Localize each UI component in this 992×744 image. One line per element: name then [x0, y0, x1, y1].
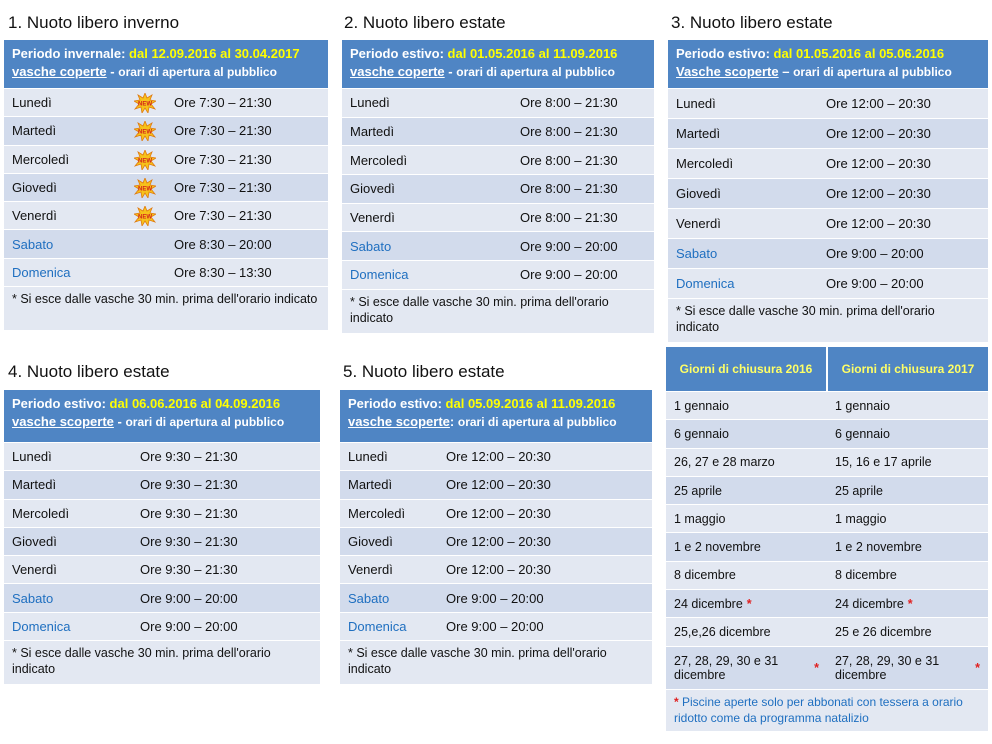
opening-hours: Ore 9:30 – 21:30 — [140, 477, 238, 493]
day-label: Domenica — [350, 267, 409, 283]
pool-type: vasche coperte — [350, 64, 445, 79]
day-label: Martedì — [12, 123, 57, 139]
closure-rows — [666, 391, 988, 689]
closure-2017 — [827, 590, 988, 617]
opening-hours: Ore 9:00 – 20:00 — [520, 267, 618, 283]
hours-table — [4, 88, 328, 286]
day-label: Domenica — [676, 276, 735, 291]
period-dates: dal 06.06.2016 al 04.09.2016 — [109, 396, 281, 411]
closure-date: 6 gennaio — [835, 426, 890, 441]
closure-date: 1 maggio — [835, 511, 887, 526]
closure-2016 — [666, 590, 827, 617]
panel-header — [340, 390, 652, 442]
asterisk-mark: * — [674, 694, 679, 709]
schedule-row — [342, 174, 654, 203]
new-starburst-icon — [134, 178, 156, 198]
opening-hours: Ore 7:30 – 21:30 — [174, 95, 272, 111]
schedule-row — [4, 201, 328, 229]
opening-hours: Ore 8:00 – 21:30 — [520, 124, 618, 140]
closure-2017 — [827, 562, 988, 589]
day-label: Venerdì — [350, 210, 395, 226]
closure-2016 — [666, 618, 827, 645]
schedule-row — [4, 229, 328, 257]
period-dates: dal 01.05.2016 al 05.06.2016 — [773, 46, 945, 61]
closure-date: 24 dicembre — [674, 596, 743, 611]
closure-date: 1 maggio — [674, 511, 726, 526]
closure-2017 — [827, 420, 988, 447]
panel-header — [4, 40, 328, 88]
opening-hours-label: orari di apertura al pubblico — [125, 415, 285, 429]
day-label: Venerdì — [12, 562, 57, 578]
schedule-panel-4 — [4, 390, 320, 684]
footnote: * Si esce dalle vasche 30 min. prima dell'orario indicato — [4, 640, 320, 684]
schedule-row — [4, 583, 320, 611]
schedule-row — [668, 148, 988, 178]
schedule-row — [4, 258, 328, 286]
schedule-row — [340, 527, 652, 555]
day-label: Mercoledì — [12, 151, 70, 167]
closure-date: 25 aprile — [674, 483, 722, 498]
period-label: Periodo estivo: — [12, 396, 106, 411]
day-label: Lunedì — [676, 96, 716, 111]
closure-date: 1 e 2 novembre — [835, 540, 922, 555]
opening-hours: Ore 12:00 – 20:30 — [826, 216, 931, 231]
opening-hours: Ore 9:30 – 21:30 — [140, 449, 238, 465]
closure-note-text: Piscine aperte solo per abbonati con tessera a orario ridotto come da programma natalizio — [674, 694, 963, 725]
opening-hours: Ore 12:00 – 20:30 — [446, 534, 551, 550]
closure-2017 — [827, 477, 988, 504]
badge-text: NEW — [138, 186, 152, 193]
badge-text: NEW — [138, 129, 152, 136]
day-label: Sabato — [348, 590, 390, 606]
schedule-row — [4, 145, 328, 173]
day-label: Giovedì — [12, 534, 57, 550]
opening-hours: Ore 8:00 – 21:30 — [520, 181, 618, 197]
day-label: Sabato — [676, 246, 718, 261]
panel-header — [4, 390, 320, 442]
closure-date: 1 gennaio — [674, 398, 729, 413]
schedule-panel-1 — [4, 40, 328, 330]
day-label: Martedì — [348, 477, 393, 493]
closure-2016 — [666, 420, 827, 447]
closure-row — [666, 561, 988, 589]
closure-row — [666, 532, 988, 560]
closure-2017 — [827, 449, 988, 476]
day-label: Domenica — [348, 618, 407, 634]
closure-header-2017: Giorni di chiusura 2017 — [826, 347, 988, 391]
schedule-row — [340, 583, 652, 611]
day-label: Giovedì — [348, 534, 393, 550]
opening-hours: Ore 9:00 – 20:00 — [826, 276, 924, 291]
closure-date: 25,e,26 dicembre — [674, 625, 771, 640]
day-label: Giovedì — [12, 180, 57, 196]
opening-hours: Ore 12:00 – 20:30 — [446, 477, 551, 493]
header-separator: - — [113, 414, 126, 429]
panel-header — [342, 40, 654, 88]
opening-hours: Ore 9:00 – 20:00 — [140, 618, 238, 634]
schedule-row — [668, 208, 988, 238]
asterisk-mark: * — [746, 596, 752, 611]
closure-row — [666, 504, 988, 532]
day-label: Lunedì — [350, 95, 390, 111]
schedule-row — [342, 203, 654, 232]
schedule-panel-5 — [340, 390, 652, 684]
schedule-row — [340, 499, 652, 527]
closure-2017 — [827, 647, 988, 689]
closure-date: 25 aprile — [835, 483, 883, 498]
badge-text: NEW — [138, 101, 152, 108]
closure-row — [666, 391, 988, 419]
closure-row — [666, 589, 988, 617]
footnote: * Si esce dalle vasche 30 min. prima dell'orario indicato — [668, 298, 988, 342]
schedule-row — [4, 555, 320, 583]
closure-date: 27, 28, 29, 30 e 31 dicembre — [835, 653, 940, 682]
schedule-row — [340, 470, 652, 498]
period-label: Periodo invernale: — [12, 46, 126, 61]
pool-type: Vasche scoperte — [676, 64, 779, 79]
footnote: * Si esce dalle vasche 30 min. prima dell'orario indicato — [340, 640, 652, 684]
panel-header — [668, 40, 988, 88]
asterisk-mark: * — [907, 596, 913, 611]
hours-table — [340, 442, 652, 640]
pool-type: vasche coperte — [12, 64, 107, 79]
day-label: Giovedì — [350, 181, 395, 197]
pool-type: vasche scoperte — [12, 414, 114, 429]
schedule-row — [342, 145, 654, 174]
schedule-row — [342, 231, 654, 260]
schedule-row — [668, 88, 988, 118]
day-label: Lunedì — [12, 449, 52, 465]
schedule-row — [342, 260, 654, 289]
asterisk-mark: * — [814, 660, 819, 675]
schedule-panel-3 — [668, 40, 988, 342]
new-starburst-icon — [134, 121, 156, 141]
section-title-5: 5. Nuoto libero estate — [343, 362, 505, 381]
schedule-panel-2 — [342, 40, 654, 333]
closure-date: 8 dicembre — [674, 568, 736, 583]
schedule-row — [4, 612, 320, 640]
opening-hours: Ore 12:00 – 20:30 — [826, 96, 931, 111]
closure-date: 24 dicembre — [835, 596, 904, 611]
asterisk-mark: * — [975, 660, 980, 675]
section-title-2: 2. Nuoto libero estate — [344, 13, 506, 32]
header-separator: : — [449, 414, 458, 429]
schedule-row — [668, 268, 988, 298]
hours-table — [4, 442, 320, 640]
period-dates: dal 01.05.2016 al 11.09.2016 — [447, 46, 618, 61]
opening-hours: Ore 7:30 – 21:30 — [174, 180, 272, 196]
schedule-row — [342, 88, 654, 117]
opening-hours: Ore 9:00 – 20:00 — [446, 618, 544, 634]
header-separator: - — [106, 64, 119, 79]
closure-2017 — [827, 618, 988, 645]
schedule-row — [4, 442, 320, 470]
schedule-row — [342, 117, 654, 146]
closure-2016 — [666, 477, 827, 504]
closure-date: 6 gennaio — [674, 426, 729, 441]
hours-table — [342, 88, 654, 289]
opening-hours: Ore 12:00 – 20:30 — [826, 156, 931, 171]
opening-hours: Ore 12:00 – 20:30 — [446, 505, 551, 521]
closure-footnote — [666, 689, 988, 731]
closure-2016 — [666, 562, 827, 589]
period-label: Periodo estivo: — [348, 396, 442, 411]
period-label: Periodo estivo: — [676, 46, 770, 61]
schedule-row — [668, 118, 988, 148]
day-label: Sabato — [350, 238, 392, 254]
closure-row — [666, 617, 988, 645]
new-starburst-icon — [134, 150, 156, 170]
pool-type: vasche scoperte — [348, 414, 450, 429]
opening-hours: Ore 9:30 – 21:30 — [140, 562, 238, 578]
footnote: * Si esce dalle vasche 30 min. prima dell'orario indicato — [342, 289, 654, 333]
opening-hours: Ore 12:00 – 20:30 — [446, 449, 551, 465]
closure-date: 15, 16 e 17 aprile — [835, 455, 932, 470]
closure-row — [666, 476, 988, 504]
schedule-row — [4, 116, 328, 144]
closure-2016 — [666, 449, 827, 476]
opening-hours: Ore 8:00 – 21:30 — [520, 210, 618, 226]
schedule-row — [668, 238, 988, 268]
opening-hours: Ore 12:00 – 20:30 — [826, 126, 931, 141]
period-dates: dal 05.09.2016 al 11.09.2016 — [445, 396, 616, 411]
day-label: Venerdì — [12, 208, 57, 224]
footnote: * Si esce dalle vasche 30 min. prima dell'orario indicato — [4, 286, 328, 330]
header-separator: - — [444, 64, 457, 79]
section-title-3: 3. Nuoto libero estate — [671, 13, 833, 32]
hours-table — [668, 88, 988, 298]
badge-text: NEW — [138, 158, 152, 165]
closure-row — [666, 646, 988, 689]
opening-hours: Ore 9:00 – 20:00 — [520, 238, 618, 254]
opening-hours-label: orari di apertura al pubblico — [118, 65, 277, 79]
closure-date: 8 dicembre — [835, 568, 897, 583]
schedule-row — [340, 612, 652, 640]
day-label: Lunedì — [348, 449, 388, 465]
closure-2016 — [666, 647, 827, 689]
opening-hours-label: orari di apertura al pubblico — [793, 65, 952, 79]
section-title-4: 4. Nuoto libero estate — [8, 362, 170, 381]
day-label: Domenica — [12, 264, 71, 280]
closure-date: 25 e 26 dicembre — [835, 625, 932, 640]
closure-2016 — [666, 392, 827, 419]
opening-hours: Ore 8:30 – 20:00 — [174, 236, 272, 252]
day-label: Mercoledì — [676, 156, 734, 171]
day-label: Mercoledì — [348, 505, 406, 521]
day-label: Giovedì — [676, 186, 721, 201]
opening-hours: Ore 8:30 – 13:30 — [174, 264, 272, 280]
day-label: Mercoledì — [12, 505, 70, 521]
opening-hours: Ore 12:00 – 20:30 — [446, 562, 551, 578]
closure-2016 — [666, 505, 827, 532]
closure-date: 26, 27 e 28 marzo — [674, 455, 775, 470]
header-separator: – — [778, 64, 794, 79]
day-label: Martedì — [12, 477, 57, 493]
day-label: Sabato — [12, 590, 54, 606]
closure-date: 27, 28, 29, 30 e 31 dicembre — [674, 653, 779, 682]
schedule-row — [340, 555, 652, 583]
closure-header-2016: Giorni di chiusura 2016 — [679, 362, 813, 376]
day-label: Domenica — [12, 618, 71, 634]
opening-hours-label: orari di apertura al pubblico — [457, 415, 617, 429]
day-label: Lunedì — [12, 95, 52, 111]
closure-2016 — [666, 533, 827, 560]
schedule-row — [668, 178, 988, 208]
opening-hours-label: orari di apertura al pubblico — [456, 65, 615, 79]
opening-hours: Ore 9:30 – 21:30 — [140, 534, 238, 550]
opening-hours: Ore 7:30 – 21:30 — [174, 123, 272, 139]
schedule-row — [4, 470, 320, 498]
closure-2017 — [827, 505, 988, 532]
day-label: Martedì — [350, 124, 395, 140]
new-starburst-icon — [134, 93, 156, 113]
period-label: Periodo estivo: — [350, 46, 444, 61]
opening-hours: Ore 7:30 – 21:30 — [174, 151, 272, 167]
period-dates: dal 12.09.2016 al 30.04.2017 — [129, 46, 300, 61]
closure-2017 — [827, 392, 988, 419]
schedule-row — [4, 527, 320, 555]
closure-date: 1 gennaio — [835, 398, 890, 413]
opening-hours: Ore 9:00 – 20:00 — [826, 246, 924, 261]
section-title-1: 1. Nuoto libero inverno — [8, 13, 180, 32]
schedule-row — [4, 499, 320, 527]
opening-hours: Ore 12:00 – 20:30 — [826, 186, 931, 201]
day-label: Martedì — [676, 126, 721, 141]
closure-row — [666, 448, 988, 476]
closure-row — [666, 419, 988, 447]
day-label: Venerdì — [676, 216, 721, 231]
opening-hours: Ore 9:30 – 21:30 — [140, 505, 238, 521]
schedule-row — [4, 88, 328, 116]
opening-hours: Ore 9:00 – 20:00 — [140, 590, 238, 606]
opening-hours: Ore 8:00 – 21:30 — [520, 95, 618, 111]
opening-hours: Ore 7:30 – 21:30 — [174, 208, 272, 224]
day-label: Mercoledì — [350, 152, 408, 168]
closure-date: 1 e 2 novembre — [674, 540, 761, 555]
schedule-row — [340, 442, 652, 470]
opening-hours: Ore 8:00 – 21:30 — [520, 152, 618, 168]
closure-2017 — [827, 533, 988, 560]
new-starburst-icon — [134, 206, 156, 226]
opening-hours: Ore 9:00 – 20:00 — [446, 590, 544, 606]
day-label: Sabato — [12, 236, 54, 252]
schedule-row — [4, 173, 328, 201]
day-label: Venerdì — [348, 562, 393, 578]
badge-text: NEW — [138, 214, 152, 221]
closure-header — [666, 347, 988, 391]
closure-days-table — [666, 347, 988, 731]
